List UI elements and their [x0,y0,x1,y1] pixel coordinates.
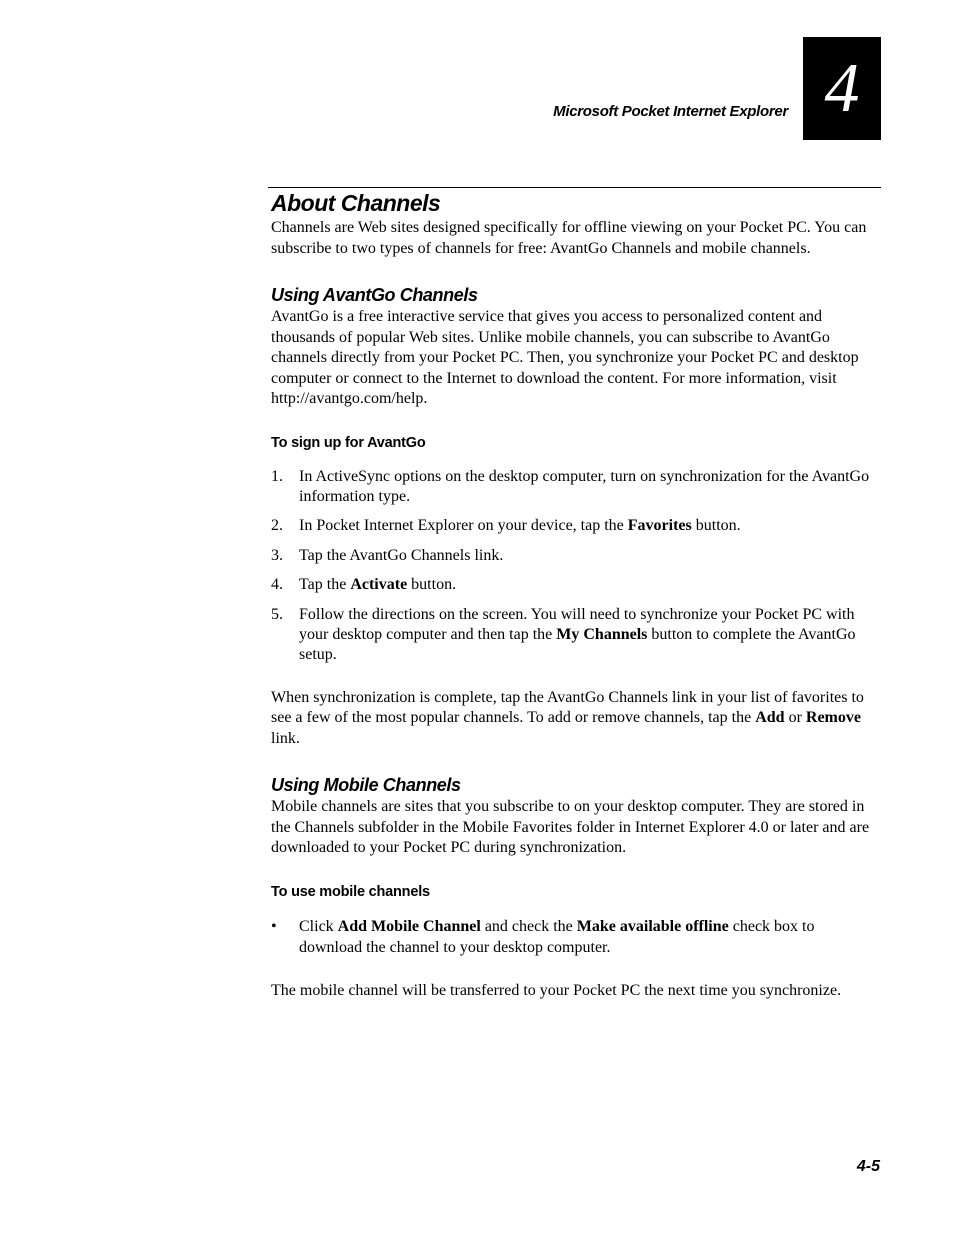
avantgo-closing-paragraph [271,688,877,750]
list-item [271,575,877,595]
step-text: and check the [480,917,577,935]
subheading-avantgo: Using AvantGo Channels [271,285,478,305]
step-text: button to complete the AvantGo setup. [299,625,856,663]
mobile-paragraph: Mobile channels are sites that you subscribe to on your desktop computer. They are stored in the Channels subfolder in the Mobile Favorites folder in Internet Explorer 4.0 or later and are downloaded to your Pocket PC during synchronization. [271,798,870,856]
list-item [271,605,877,665]
paragraph-text: or [784,709,806,726]
mobile-steps-list [271,916,877,958]
running-header-title: Microsoft Pocket Internet Explorer [553,103,788,120]
page-number: 4-5 [856,1158,880,1175]
mobile-closing-paragraph: The mobile channel will be transferred to your Pocket PC the next time you synchronize. [271,981,842,999]
section-title: About Channels [271,190,441,216]
list-item [271,546,877,566]
ui-term-add: Add [755,709,785,726]
section-intro: Channels are Web sites designed specifically for offline viewing on your Pocket PC. You can subscribe to two types of channels for free: AvantGo Channels and mobile channels. [271,219,867,257]
subheading-mobile: Using Mobile Channels [271,775,461,795]
ui-term-favorites: Favorites [627,517,692,534]
ui-term-make-available-offline: Make available offline [576,917,729,935]
ui-term-remove: Remove [805,709,861,726]
chapter-number-tab: 4 [803,37,881,140]
step-text: Follow the directions on the screen. You will need to synchronize your Pocket PC with your desktop computer and then tap the [299,605,855,643]
list-item [271,467,877,507]
list-item [271,516,877,536]
paragraph-text: link. [271,729,300,747]
step-number: 4. [271,576,283,593]
ui-term-my-channels: My Channels [556,625,648,643]
step-number: 5. [271,605,283,623]
step-number: 1. [271,467,283,485]
step-number: 3. [271,546,283,564]
avantgo-steps-list [271,467,877,665]
list-item [271,916,877,958]
step-text: In Pocket Internet Explorer on your device, tap the [299,517,628,534]
paragraph-text: When synchronization is complete, tap the AvantGo Channels link in your list of favorites to see a few of the most popular channels. To add or remove channels, tap the [271,688,864,726]
step-text: Tap the [299,576,351,593]
section-divider [268,187,881,188]
step-text: button. [407,576,457,593]
page-content [271,189,877,1001]
avantgo-paragraph: AvantGo is a free interactive service that gives you access to personalized content and thousands of popular Web sites. Unlike mobile channels, you can subscribe to AvantGo channels directly from your Pocket PC. Then, you synchronize your Pocket PC and desktop computer or connect to the Internet to download the content. For more information, visit http://avantgo.com/help. [271,308,859,407]
ui-term-activate: Activate [350,576,408,593]
step-text: Tap the AvantGo Channels link. [299,546,504,564]
procedure-heading-mobile: To use mobile channels [271,883,430,900]
step-text: button. [691,517,741,534]
step-text: Click [299,917,338,935]
bullet-icon: • [271,917,277,935]
step-text: check box to download the channel to your desktop computer. [299,917,815,956]
procedure-heading-avantgo: To sign up for AvantGo [271,434,426,451]
step-number: 2. [271,517,283,534]
ui-term-add-mobile-channel: Add Mobile Channel [337,917,481,935]
step-text: In ActiveSync options on the desktop computer, turn on synchronization for the AvantGo information type. [299,467,870,505]
